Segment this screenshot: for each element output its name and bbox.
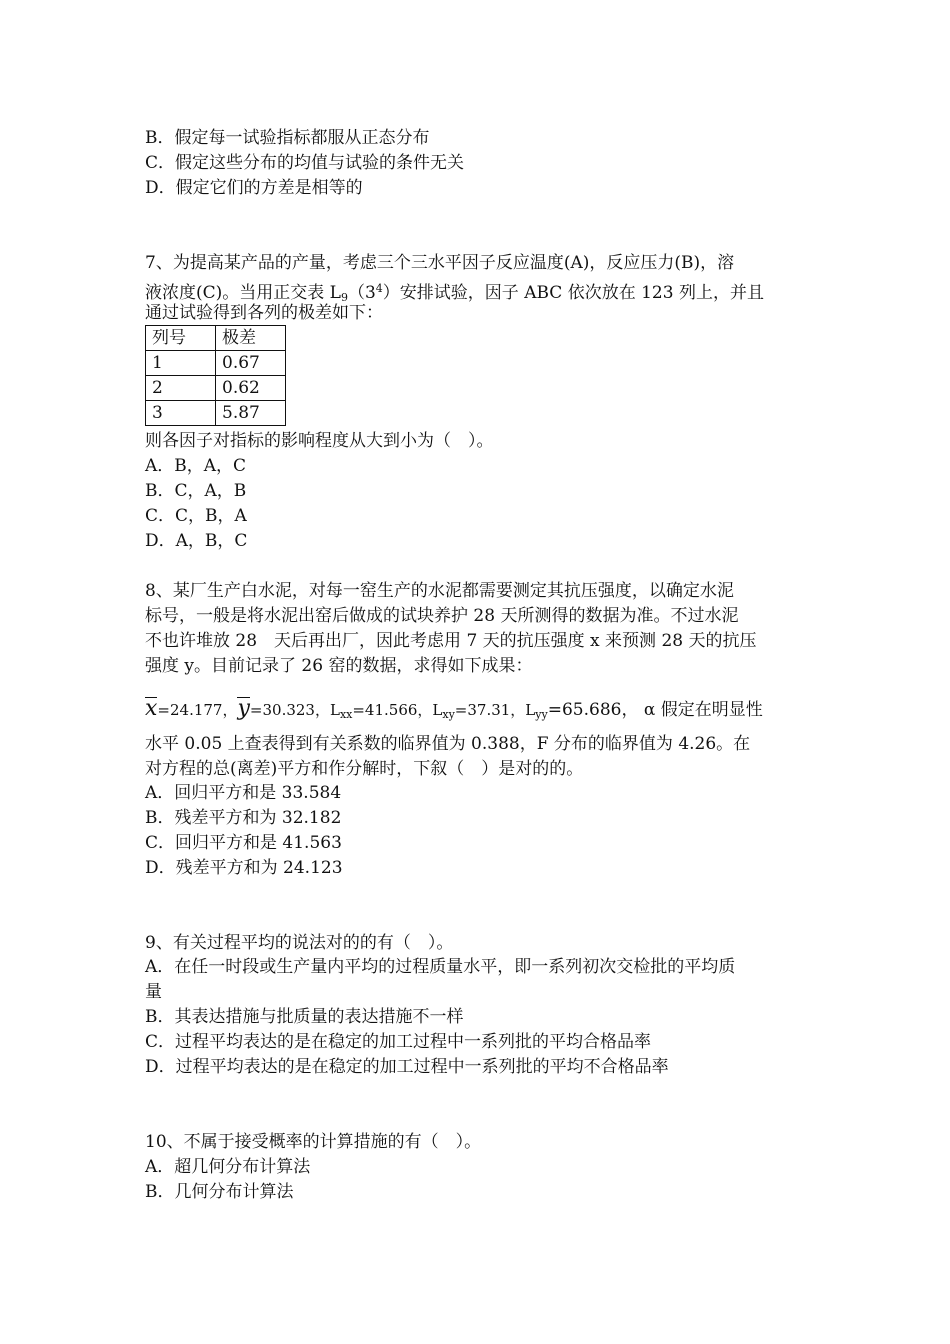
lxy-value: =37.31，L <box>454 701 536 719</box>
q7-power-superscript: 4 <box>375 282 383 295</box>
table-row <box>146 401 286 426</box>
q8-option-c: C．回归平方和是 41.563 <box>145 833 342 853</box>
q8-option-b: B．残差平方和为 32.182 <box>145 808 342 828</box>
q7-question: 则各因子对指标的影响程度从大到小为（ ）。 <box>145 431 494 451</box>
x-bar-symbol: x <box>145 696 158 721</box>
x-mean-value: =24.177， <box>157 701 238 719</box>
lyy-subscript: yy <box>535 708 548 721</box>
lyy-value: =65.686， α 假定在明显性 <box>547 700 763 720</box>
q7-stem-part-b: （3 <box>347 283 376 303</box>
lxx-value: =41.566，L <box>352 701 443 719</box>
q8-formula-line <box>145 695 763 730</box>
table-cell: 1 <box>146 351 216 376</box>
q7-stem-line-1: 7、为提高某产品的产量，考虑三个三水平因子反应温度(A)，反应压力(B)，溶 <box>145 253 735 273</box>
table-cell: 0.67 <box>216 351 286 376</box>
q7-option-a: A．B，A，C <box>145 456 247 476</box>
table-cell: 2 <box>146 376 216 401</box>
q9-question: 9、有关过程平均的说法对的的有（ ）。 <box>145 933 454 953</box>
y-mean-value: =30.323，L <box>249 701 340 719</box>
q6-option-c: C．假定这些分布的均值与试验的条件无关 <box>145 153 465 173</box>
table-cell: 3 <box>146 401 216 426</box>
q10-option-b: B．几何分布计算法 <box>145 1182 294 1202</box>
q9-option-d: D．过程平均表达的是在稳定的加工过程中一系列批的平均不合格品率 <box>145 1057 669 1077</box>
q10-question: 10、不属于接受概率的计算措施的有（ ）。 <box>145 1132 482 1152</box>
q6-option-b: B．假定每一试验指标都服从正态分布 <box>145 128 430 148</box>
q8-stem-line-1: 8、某厂生产白水泥，对每一窑生产的水泥都需要测定其抗压强度，以确定水泥 <box>145 581 734 601</box>
q9-option-b: B．其表达措施与批质量的表达措施不一样 <box>145 1007 464 1027</box>
q8-stem-line-3: 不也许堆放 28 天后再出厂，因此考虑用 7 天的抗压强度 x 来预测 28 天的抗压 <box>145 631 757 651</box>
table-row <box>146 376 286 401</box>
table-cell: 0.62 <box>216 376 286 401</box>
range-table <box>145 325 286 426</box>
q9-option-a: A．在任一时段或生产量内平均的过程质量水平，即一系列初次交检批的平均质 <box>145 957 736 977</box>
q9-option-a-continued: 量 <box>145 982 162 1002</box>
table-row <box>146 351 286 376</box>
q7-option-c: C．C，B，A <box>145 506 247 526</box>
q6-option-d: D．假定它们的方差是相等的 <box>145 178 363 198</box>
q8-option-d: D．残差平方和为 24.123 <box>145 858 343 878</box>
q7-stem-part-c: ）安排试验，因子 ABC 依次放在 123 列上，并且 <box>382 283 764 303</box>
q8-stem-line-2: 标号，一般是将水泥出窑后做成的试块养护 28 天所测得的数据为准。不过水泥 <box>145 606 739 626</box>
q9-option-c: C．过程平均表达的是在稳定的加工过程中一系列批的平均合格品率 <box>145 1032 652 1052</box>
table-header-row <box>146 326 286 351</box>
table-header-cell: 列号 <box>146 326 216 351</box>
q8-stem-line-5: 水平 0.05 上查表得到有关系数的临界值为 0.388，F 分布的临界值为 4.26。在 <box>145 734 751 754</box>
q7-option-b: B．C，A，B <box>145 481 247 501</box>
lxy-subscript: xy <box>442 708 455 721</box>
y-bar-symbol: y <box>237 696 250 721</box>
q8-stem-line-6: 对方程的总(离差)平方和作分解时，下叙（ ）是对的的。 <box>145 759 584 779</box>
q7-option-d: D．A，B，C <box>145 531 248 551</box>
q10-option-a: A．超几何分布计算法 <box>145 1157 311 1177</box>
q7-l-subscript: 9 <box>340 291 348 304</box>
q7-stem-part-a: 液浓度(C)。当用正交表 L <box>145 283 341 303</box>
lxx-subscript: xx <box>339 708 353 721</box>
q7-stem-line-3: 通过试验得到各列的极差如下： <box>145 303 383 323</box>
table-cell: 5.87 <box>216 401 286 426</box>
table-header-cell: 极差 <box>216 326 286 351</box>
q8-option-a: A．回归平方和是 33.584 <box>145 783 342 803</box>
q8-stem-line-4: 强度 y。目前记录了 26 窑的数据，求得如下成果： <box>145 656 533 676</box>
